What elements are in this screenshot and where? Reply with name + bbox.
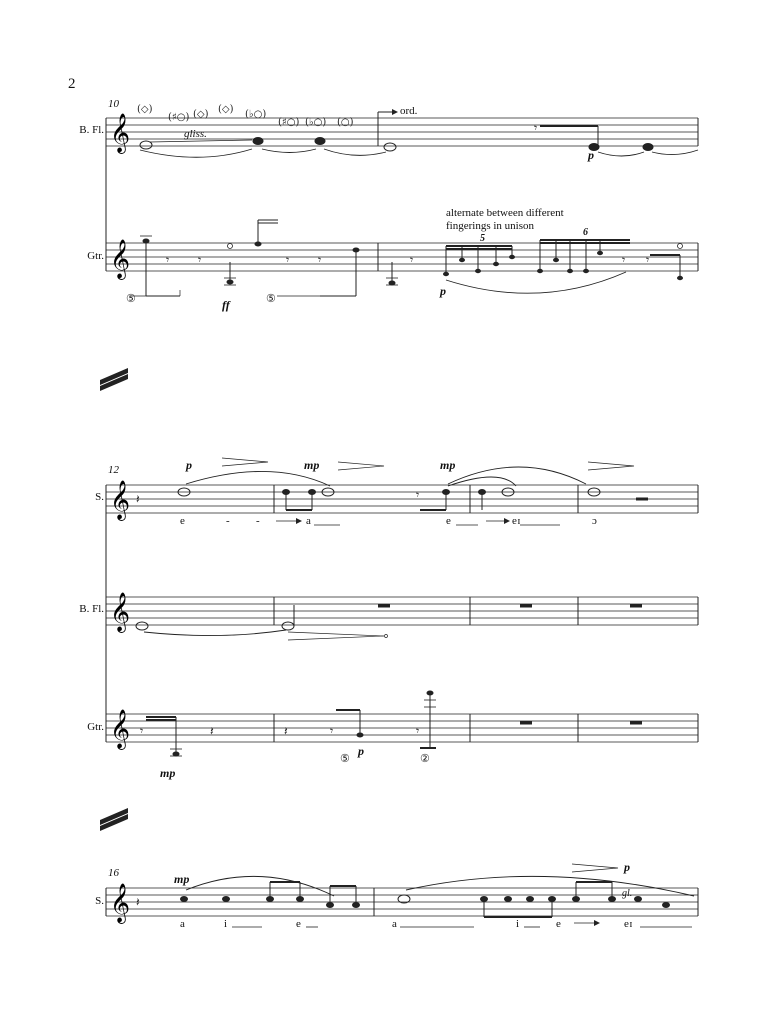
lyric-syllable: - xyxy=(226,515,231,527)
guitar-dynamic-p: p xyxy=(440,284,446,298)
page-number: 2 xyxy=(68,76,76,92)
gliss-marking: gliss. xyxy=(184,128,207,140)
ord-marking: ord. xyxy=(400,105,418,117)
svg-text:𝄾: 𝄾 xyxy=(286,253,290,267)
tuplet-6: 6 xyxy=(583,227,588,238)
lyric-syllable: e xyxy=(296,918,302,930)
string-number-5b: ⑤ xyxy=(266,293,276,305)
lyric-syllable: e xyxy=(180,515,186,527)
svg-text:𝄾: 𝄾 xyxy=(198,253,202,267)
svg-text:𝄽: 𝄽 xyxy=(210,724,214,738)
lyric-syllable: a xyxy=(306,515,312,527)
lyric-syllable: a xyxy=(392,918,398,930)
instrument-label-soprano: S. xyxy=(95,491,104,503)
lyric-syllable: e xyxy=(446,515,452,527)
string-number-2: ② xyxy=(420,753,430,765)
soprano-dynamic-p: p xyxy=(186,458,192,472)
svg-text:𝄾: 𝄾 xyxy=(140,724,144,738)
svg-text:𝄽: 𝄽 xyxy=(284,724,288,738)
flute-staff-2 xyxy=(106,597,698,625)
guitar-staff-1 xyxy=(106,243,698,271)
svg-text:𝄞: 𝄞 xyxy=(110,883,131,923)
instrument-label-flute: B. Fl. xyxy=(79,124,104,136)
measure-number-10: 10 xyxy=(108,98,119,110)
guitar-dynamic-p-2: p xyxy=(358,744,364,758)
svg-text:𝄾: 𝄾 xyxy=(166,253,170,267)
guitar-instruction-line1: alternate between different xyxy=(446,207,564,219)
svg-text:𝄽: 𝄽 xyxy=(136,895,140,909)
lyric-syllable: - xyxy=(256,515,261,527)
string-number-5a: ⑤ xyxy=(126,293,136,305)
string-number-5c: ⑤ xyxy=(340,753,350,765)
lyric-syllable: ɔ xyxy=(592,515,598,527)
soprano-dynamic-mp-3: mp xyxy=(174,872,190,886)
lyric-syllable: i xyxy=(224,918,228,930)
svg-text:𝄾: 𝄾 xyxy=(622,253,626,267)
svg-text:𝄾: 𝄾 xyxy=(534,121,538,135)
instrument-label-flute-2: B. Fl. xyxy=(79,603,104,615)
svg-text:𝄾: 𝄾 xyxy=(330,724,334,738)
gl-marking: gl. xyxy=(622,888,633,899)
svg-text:𝄞: 𝄞 xyxy=(110,592,131,632)
svg-text:𝄾: 𝄾 xyxy=(416,724,420,738)
svg-text:𝄞: 𝄞 xyxy=(110,239,131,279)
svg-text:𝄾: 𝄾 xyxy=(318,253,322,267)
svg-text:(♯○): (♯○) xyxy=(278,117,300,128)
guitar-staff-2 xyxy=(106,714,698,742)
soprano-dynamic-mp-1: mp xyxy=(304,458,320,472)
svg-text:𝄞: 𝄞 xyxy=(110,480,131,520)
instrument-label-guitar: Gtr. xyxy=(87,250,104,262)
svg-text:𝄾: 𝄾 xyxy=(646,253,650,267)
lyric-syllable: eɪ xyxy=(624,918,633,930)
soprano-dynamic-mp-2: mp xyxy=(440,458,456,472)
treble-clef-icon: 𝄞 xyxy=(110,113,131,153)
svg-text:(♭○): (♭○) xyxy=(305,117,327,128)
flute-dynamic-p: p xyxy=(588,148,594,162)
svg-text:𝄽: 𝄽 xyxy=(136,492,140,506)
svg-text:(◇): (◇) xyxy=(137,104,153,115)
svg-text:(○): (○) xyxy=(337,117,354,128)
svg-text:𝄞: 𝄞 xyxy=(110,709,131,749)
soprano-staff-2 xyxy=(106,485,698,513)
soprano-staff-3 xyxy=(106,888,698,916)
tuplet-5: 5 xyxy=(480,233,485,244)
instrument-label-guitar-2: Gtr. xyxy=(87,721,104,733)
svg-text:(♯○): (♯○) xyxy=(168,112,190,123)
soprano-dynamic-p-3: p xyxy=(624,860,630,874)
guitar-dynamic-mp: mp xyxy=(160,766,176,780)
guitar-instruction-line2: fingerings in unison xyxy=(446,220,534,232)
lyric-syllable: a xyxy=(180,918,186,930)
lyric-syllable: i xyxy=(516,918,520,930)
svg-text:(♭○): (♭○) xyxy=(245,109,267,120)
measure-number-16: 16 xyxy=(108,867,119,879)
svg-text:𝄾: 𝄾 xyxy=(410,253,414,267)
guitar-dynamic-ff: ff xyxy=(222,298,230,312)
svg-text:(◇): (◇) xyxy=(218,104,234,115)
svg-text:(◇): (◇) xyxy=(193,109,209,120)
svg-text:𝄾: 𝄾 xyxy=(416,488,420,502)
measure-number-12: 12 xyxy=(108,464,119,476)
lyric-syllable: e xyxy=(556,918,562,930)
lyric-syllable: eɪ xyxy=(512,515,521,527)
instrument-label-soprano-3: S. xyxy=(95,895,104,907)
